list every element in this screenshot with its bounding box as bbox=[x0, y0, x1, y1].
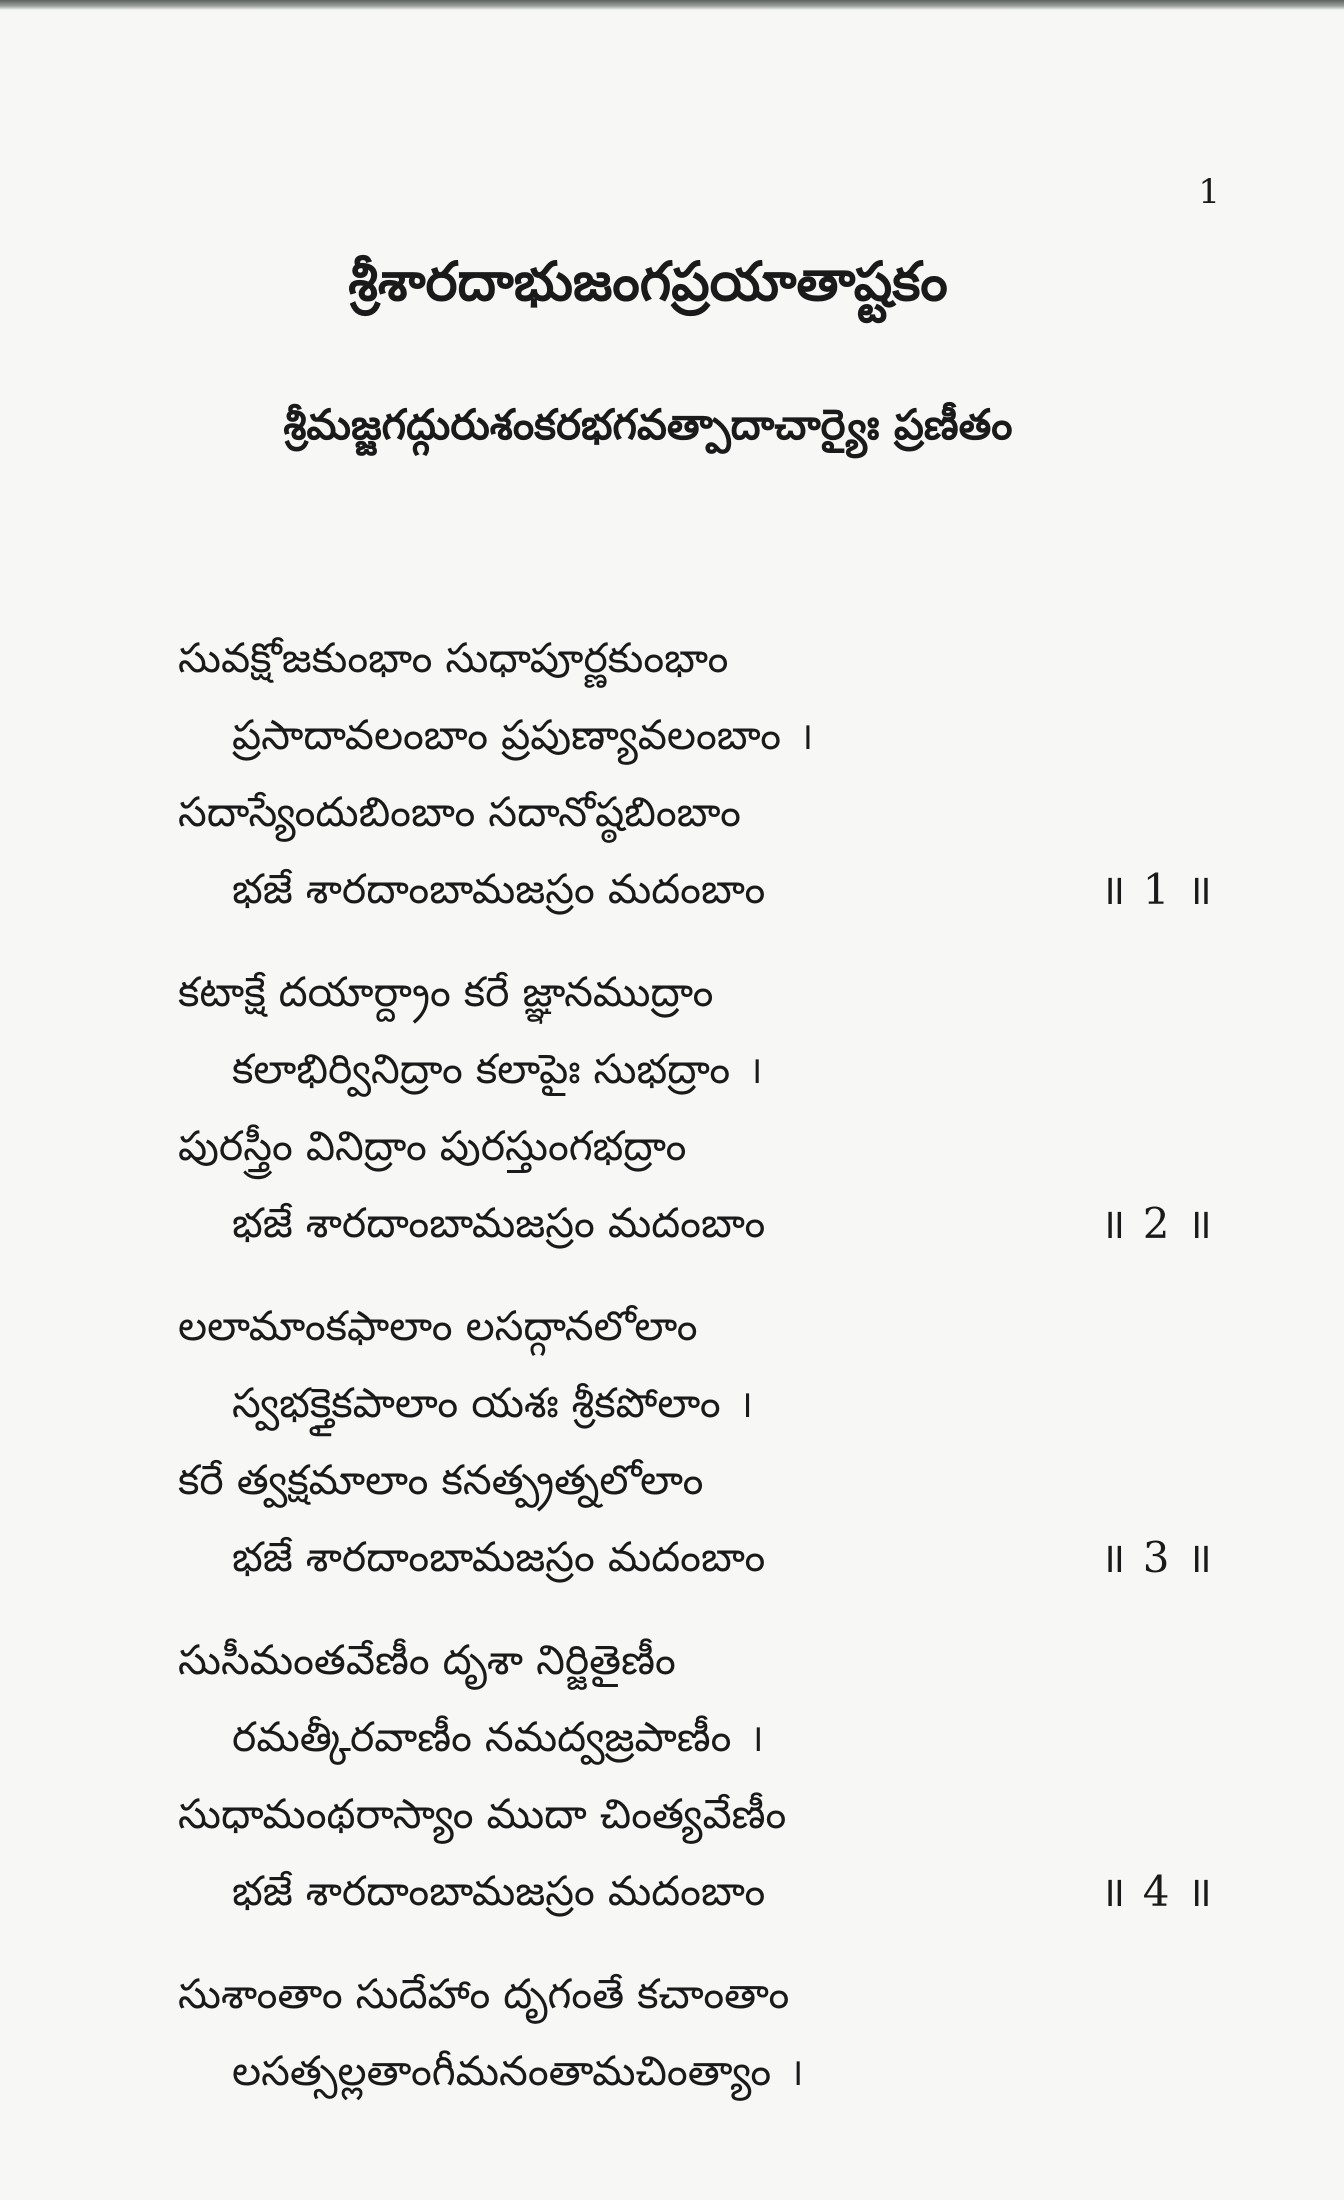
verse-line bbox=[0, 1776, 1344, 1853]
verse-line bbox=[0, 620, 1344, 697]
page-top-edge bbox=[0, 0, 1344, 10]
verse-line-text: లసత్సల్లతాంగీమనంతామచింత్యాం bbox=[232, 2047, 772, 2095]
danda-mark: । bbox=[749, 1716, 764, 1760]
verse-line bbox=[0, 1442, 1344, 1519]
danda-mark: । bbox=[789, 2050, 804, 2094]
page-subtitle: శ్రీమజ్జగద్గురుశంకరభగవత్పాదాచార్యైః ప్రణీతం bbox=[283, 400, 1013, 449]
verse-line-text: భజే శారదాంబామజస్రం మదంబాం bbox=[232, 1533, 766, 1581]
verse-line bbox=[0, 1956, 1344, 2033]
verse-line bbox=[0, 774, 1344, 851]
danda-mark: । bbox=[799, 714, 814, 758]
verse-line bbox=[0, 1622, 1344, 1699]
verse-5 bbox=[0, 1956, 1344, 2110]
verse-line bbox=[0, 1365, 1344, 1442]
verse-number: ॥ 4 ॥ bbox=[1100, 1867, 1214, 1916]
verse-line-text: స్వభక్తైకపాలాం యశః శ్రీకపోలాం bbox=[232, 1379, 721, 1427]
verse-line bbox=[0, 1185, 1344, 1262]
verse-1 bbox=[0, 620, 1344, 928]
verse-line-text: సదాస్యేందుబింబాం సదానోష్ఠబింబాం bbox=[178, 788, 741, 836]
verse-line-text: ప్రసాదావలంబాం ప్రపుణ్యావలంబాం bbox=[232, 711, 782, 759]
verse-line-text: కలాభిర్వినిద్రాం కలాపైః సుభద్రాం bbox=[232, 1045, 731, 1093]
verse-line-text: సుసీమంతవేణీం దృశా నిర్జితైణీం bbox=[178, 1636, 676, 1684]
verse-line-text: కటాక్షే దయార్ద్రాం కరే జ్ఞానముద్రాం bbox=[178, 968, 714, 1016]
verses bbox=[0, 620, 1344, 2136]
verse-line bbox=[0, 1031, 1344, 1108]
verse-number: ॥ 1 ॥ bbox=[1100, 865, 1214, 914]
verse-line-text: సుధామంథరాస్యాం ముదా చింత్యవేణీం bbox=[178, 1790, 787, 1838]
verse-line-text: పురస్త్రీం వినిద్రాం పురస్తుంగభద్రాం bbox=[178, 1122, 687, 1170]
verse-line bbox=[0, 1853, 1344, 1930]
verse-number: ॥ 3 ॥ bbox=[1100, 1533, 1214, 1582]
verse-3 bbox=[0, 1288, 1344, 1596]
danda-mark: । bbox=[748, 1048, 763, 1092]
verse-line-text: లలామాంకఫాలాం లసద్గానలోలాం bbox=[178, 1302, 698, 1350]
verse-line-text: భజే శారదాంబామజస్రం మదంబాం bbox=[232, 865, 766, 913]
verse-line-text: కరే త్వక్షమాలాం కనత్ప్రత్నలోలాం bbox=[178, 1456, 704, 1504]
verse-line-text: భజే శారదాంబామజస్రం మదంబాం bbox=[232, 1199, 766, 1247]
verse-line bbox=[0, 1108, 1344, 1185]
verse-line bbox=[0, 697, 1344, 774]
verse-number: ॥ 2 ॥ bbox=[1100, 1199, 1214, 1248]
verse-2 bbox=[0, 954, 1344, 1262]
verse-line bbox=[0, 954, 1344, 1031]
verse-line-text: సుశాంతాం సుదేహాం దృగంతే కచాంతాం bbox=[178, 1970, 790, 2018]
verse-line-text: సువక్షోజకుంభాం సుధాపూర్ణకుంభాం bbox=[178, 634, 729, 682]
verse-line-text: రమత్కీరవాణీం నమద్వజ్రపాణీం bbox=[232, 1713, 732, 1761]
verse-line-text: భజే శారదాంబామజస్రం మదంబాం bbox=[232, 1867, 766, 1915]
verse-4 bbox=[0, 1622, 1344, 1930]
verse-line bbox=[0, 1519, 1344, 1596]
verse-line bbox=[0, 2033, 1344, 2110]
verse-line bbox=[0, 851, 1344, 928]
verse-line bbox=[0, 1288, 1344, 1365]
danda-mark: । bbox=[738, 1382, 754, 1426]
verse-line bbox=[0, 1699, 1344, 1776]
page-number: 1 bbox=[1198, 172, 1220, 212]
page-title: శ్రీశారదాభుజంగప్రయాతాష్టకం bbox=[348, 250, 948, 313]
